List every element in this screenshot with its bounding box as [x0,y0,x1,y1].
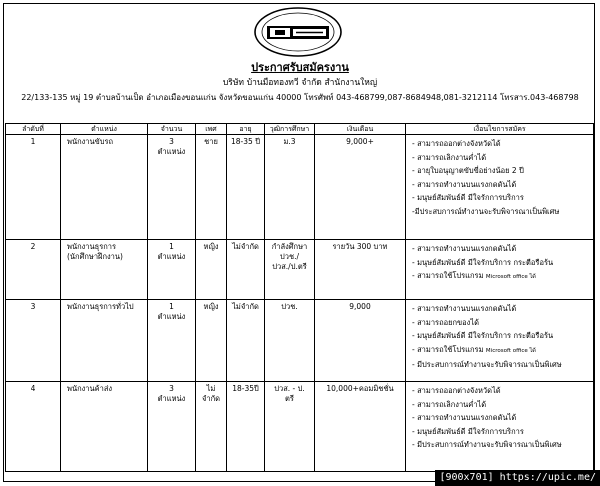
row-education: กำลังศึกษา ปวช./ ปวส./ป.ตรี [265,240,315,300]
row-salary: 9,000 [315,300,406,382]
condition-item: - สามารถอยกของได้ [412,317,479,327]
condition-item: - สามารถทำงานบนแรงกดดันได้ [412,179,517,189]
header-conditions: เงื่อนไขการสมัคร [406,124,594,135]
condition-item: - มนุษย์สัมพันธ์ดี มีใจรักบริการ กระตือรือร้น [412,257,554,267]
row-no: 2 [6,240,61,300]
table-row [6,240,594,300]
row-gender: ไม่จำกัด [196,382,227,472]
condition-item: - มนุษย์สัมพันธ์ดี มีใจรักบริการ กระตือรือร้น [412,331,554,340]
row-count: 3 ตำแหน่ง [148,382,196,472]
row-position: พนักงานค้าส่ง [61,382,148,472]
row-count: 1 ตำแหน่ง [148,240,196,300]
row-salary: 9,000+ [315,135,406,240]
condition-item: - สามารถทำงานบนแรงกดดันได้ [412,304,517,313]
row-count: 3 ตำแหน่ง [148,135,196,240]
row-position: พนักงานธุรการ (นักศึกษาฝึกงาน) [61,240,148,300]
row-count: 1 ตำแหน่ง [148,300,196,382]
row-gender: หญิง [196,240,227,300]
header-gender: เพศ [196,124,227,135]
row-conditions [406,300,594,382]
row-education: ปวช. [265,300,315,382]
row-education: ปวส. - ป. ตรี [265,382,315,472]
row-age: ไม่จำกัด [227,240,265,300]
row-conditions [406,382,594,472]
condition-item: - สามารถออกต่างจังหวัดได้ [412,139,501,148]
row-position: พนักงานขับรถ [61,135,148,240]
condition-item: - อายุใบอนุญาตขับขี่อย่างน้อย 2 ปี [412,166,524,175]
header-no: ลำดับที่ [6,124,61,135]
condition-item: - สามารถเลิกงานค่ำได้ [412,152,487,162]
condition-item: - สามารถใช้โปรแกรม Microsoft office ได้ [412,344,536,354]
condition-item: - สามารถทำงานบนแรงกดดันได้ [412,413,517,422]
condition-item: - สามารถเลิกงานค่ำได้ [412,399,487,409]
condition-item: - สามารถใช้โปรแกรม Microsoft office ได้ [412,271,536,280]
row-age: ไม่จำกัด [227,300,265,382]
condition-item: - มนุษย์สัมพันธ์ดี มีใจรักการบริการ [412,426,524,436]
company-logo [253,6,343,58]
company-name: บริษัท บ้านมือทองทวี จำกัด สำนักงานใหญ่ [222,78,378,88]
row-no: 3 [6,300,61,382]
condition-item: - มนุษย์สัมพันธ์ดี มีใจรักการบริการ [412,193,524,202]
condition-item: - มีประสบการณ์ทำงานจะรับพิจารณาเป็นพิเศษ [412,440,562,449]
job-table [5,123,594,472]
header-education: วุฒิการศึกษา [265,124,315,135]
condition-item: - มีประสบการณ์ทำงานจะรับพิจารณาเป็นพิเศษ [412,360,562,369]
header-salary: เงินเดือน [315,124,406,135]
table-row [6,135,594,240]
row-age: 18-35ปี [227,382,265,472]
row-age: 18-35 ปี [227,135,265,240]
condition-item: - สามารถทำงานบนแรงกดดันได้ [412,244,517,253]
company-address: 22/133-135 หมู่ 19 ตำบลบ้านเป็ด อำเภอเมืองขอนแก่น จังหวัดขอนแก่น 40000 โทรศัพท์ 043-468799,087-8684948,081-3212114 โทรสาร.043-468798 [21,93,579,102]
row-conditions [406,240,594,300]
row-salary: 10,000+คอมมิชชั่น [315,382,406,472]
row-salary: รายวัน 300 บาท [315,240,406,300]
header-position: ตำแหน่ง [61,124,148,135]
row-gender: หญิง [196,300,227,382]
table-header-row [6,124,594,135]
row-education: ม.3 [265,135,315,240]
company-seal-icon [253,6,343,58]
condition-item: -มีประสบการณ์ทำงานจะรับพิจารณาเป็นพิเศษ [412,206,560,216]
row-conditions [406,135,594,240]
table-row [6,382,594,472]
header-count: จำนวน [148,124,196,135]
page-title: ประกาศรับสมัครงาน [251,61,349,74]
row-no: 1 [6,135,61,240]
header-age: อายุ [227,124,265,135]
row-position: พนักงานธุรการทั่วไป [61,300,148,382]
table-row [6,300,594,382]
row-gender: ชาย [196,135,227,240]
image-host-watermark: [900x701] https://upic.me/ [435,470,600,486]
row-no: 4 [6,382,61,472]
condition-item: - สามารถออกต่างจังหวัดได้ [412,386,501,395]
